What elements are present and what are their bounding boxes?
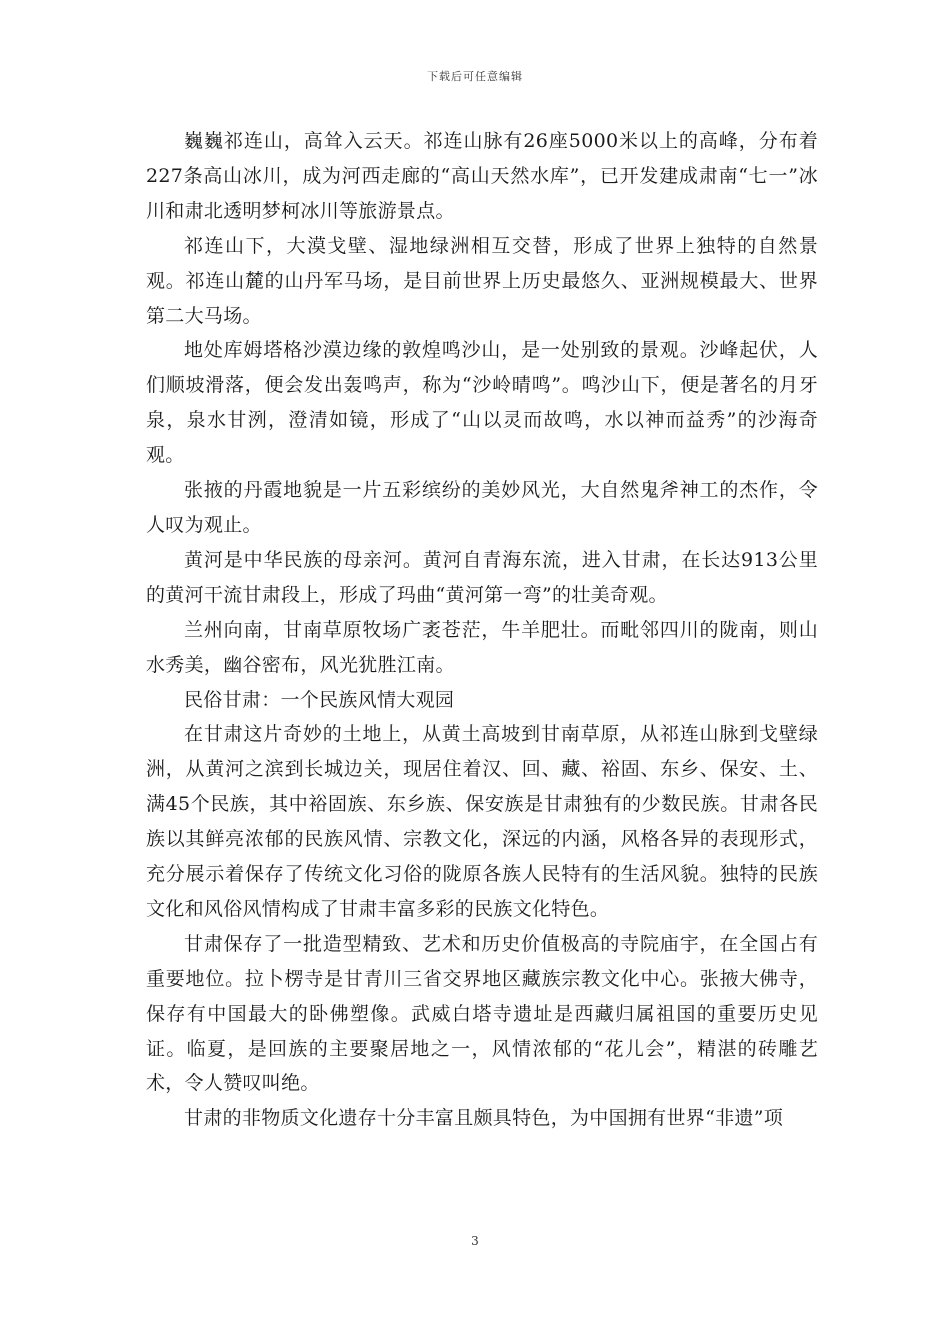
paragraph-mingsha-mountain: 地处库姆塔格沙漠边缘的敦煌鸣沙山，是一处别致的景观。沙峰起伏，人们顺坡滑落，便会发出轰鸣声，称为“沙岭晴鸣”。鸣沙山下，便是著名的月牙泉，泉水甘洌，澄清如镜，形成了“山以灵而故鸣，水以神而益秀”的沙海奇观。: [146, 339, 818, 467]
paragraph-intangible-heritage: 甘肃的非物质文化遗存十分丰富且颇具特色，为中国拥有世界“非遗”项: [184, 1107, 784, 1130]
paragraph-qilian-mountains: 巍巍祁连山，高耸入云天。祁连山脉有26座5000米以上的高峰，分布着227条高山冰川，成为河西走廊的“高山天然水库”，已开发建成肃南“七一”冰川和肃北透明梦柯冰川等旅游景点。: [146, 130, 818, 222]
document-body: [146, 124, 818, 1136]
paragraph-gannan-longnan: 兰州向南，甘南草原牧场广袤苍茫，牛羊肥壮。而毗邻四川的陇南，则山水秀美，幽谷密布，风光犹胜江南。: [146, 618, 818, 676]
header-note: 下载后可任意编辑: [427, 70, 523, 83]
page-number: 3: [471, 1234, 479, 1248]
paragraph-temples: 甘肃保存了一批造型精致、艺术和历史价值极高的寺院庙宇，在全国占有重要地位。拉卜楞寺是甘青川三省交界地区藏族宗教文化中心。张掖大佛寺，保存有中国最大的卧佛塑像。武威白塔寺遗址是西藏归属祖国的重要历史见证。临夏，是回族的主要聚居地之一，风情浓郁的“花儿会”，精湛的砖雕艺术，令人赞叹叫绝。: [146, 932, 818, 1095]
paragraph-qilian-foothills: 祁连山下，大漠戈壁、湿地绿洲相互交替，形成了世界上独特的自然景观。祁连山麓的山丹军马场，是目前世界上历史最悠久、亚洲规模最大、世界第二大马场。: [146, 234, 818, 327]
paragraph-zhangye-danxia: 张掖的丹霞地貌是一片五彩缤纷的美妙风光，大自然鬼斧神工的杰作，令人叹为观止。: [146, 479, 818, 536]
paragraph-yellow-river: 黄河是中华民族的母亲河。黄河自青海东流，进入甘肃，在长达913公里的黄河干流甘肃段上，形成了玛曲“黄河第一弯”的壮美奇观。: [146, 548, 818, 606]
section-heading-folk-customs: 民俗甘肃：一个民族风情大观园: [184, 688, 455, 711]
paragraph-ethnic-groups: 在甘肃这片奇妙的土地上，从黄土高坡到甘南草原，从祁连山脉到戈壁绿洲，从黄河之滨到长城边关，现居住着汉、回、藏、裕固、东乡、保安、土、满45个民族，其中裕固族、东乡族、保安族是甘肃独有的少数民族。甘肃各民族以其鲜亮浓郁的民族风情、宗教文化，深远的内涵，风格各异的表现形式，充分展示着保存了传统文化习俗的陇原各族人民特有的生活风貌。独特的民族文化和风俗风情构成了甘肃丰富多彩的民族文化特色。: [146, 723, 818, 920]
